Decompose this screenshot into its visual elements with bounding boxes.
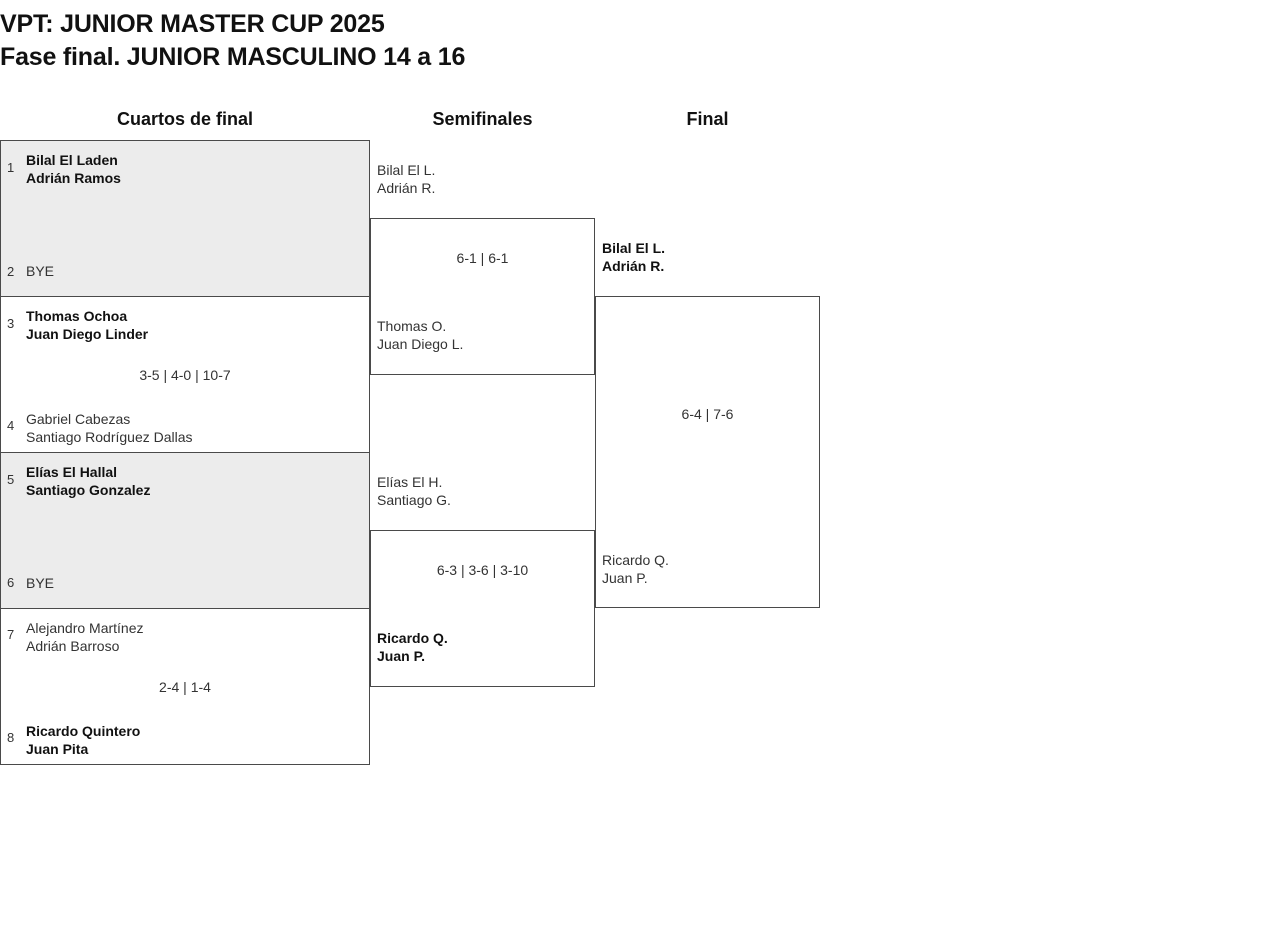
- match-box-qf-3[interactable]: [0, 452, 370, 609]
- match-score-qf-4: 2-4 | 1-4: [159, 679, 211, 695]
- seed-number: 3: [7, 316, 15, 331]
- round-header-final: Final: [686, 109, 729, 129]
- seed-number: 2: [7, 264, 15, 279]
- tournament-title-block: [0, 8, 900, 74]
- player-name: Adrián Ramos: [26, 170, 121, 186]
- seed-number: 4: [7, 418, 15, 433]
- player-name: Adrián R.: [377, 180, 436, 196]
- round-header-quarterfinals: Cuartos de final: [116, 109, 254, 129]
- player-name: Juan Diego Linder: [26, 326, 149, 342]
- match-players-top: [26, 463, 363, 499]
- seed-number: 8: [7, 730, 15, 745]
- tournament-title: VPT: JUNIOR MASTER CUP 2025: [0, 10, 385, 38]
- match-players-top: [26, 151, 363, 187]
- player-name: Ricardo Q.: [377, 630, 448, 646]
- bye-label: BYE: [26, 575, 55, 591]
- tournament-subtitle: Fase final. JUNIOR MASCULINO 14 a 16: [0, 43, 466, 71]
- seed-number: 6: [7, 575, 15, 590]
- player-name: Ricardo Quintero: [26, 723, 141, 739]
- match-players-sf-1-top: [377, 161, 435, 197]
- match-players-sf-2-top: [377, 473, 451, 509]
- player-name: Juan Diego L.: [377, 336, 464, 352]
- match-players-top: [26, 307, 363, 343]
- seed-number: 5: [7, 472, 15, 487]
- round-header-semifinals: Semifinales: [432, 109, 533, 129]
- player-name: Juan Pita: [26, 741, 89, 757]
- player-name: Bilal El L.: [377, 162, 436, 178]
- match-players-sf-1-bottom: [377, 317, 463, 353]
- match-score-final: 6-4 | 7-6: [681, 406, 734, 422]
- match-box-qf-1[interactable]: [0, 140, 370, 297]
- bye-label: BYE: [26, 263, 55, 279]
- player-name: Juan P.: [377, 648, 425, 664]
- player-name: Elías El Hallal: [26, 464, 118, 480]
- match-players-bottom: [26, 410, 363, 446]
- player-name: Ricardo Q.: [602, 552, 669, 568]
- player-name: Thomas O.: [377, 318, 447, 334]
- player-name: Elías El H.: [377, 474, 443, 490]
- player-name: Thomas Ochoa: [26, 308, 128, 324]
- player-name: Santiago G.: [377, 492, 451, 508]
- match-players-final-bottom: [602, 551, 669, 587]
- player-name: Adrián R.: [602, 258, 665, 274]
- player-name: Santiago Gonzalez: [26, 482, 151, 498]
- match-score-sf-2: 6-3 | 3-6 | 3-10: [436, 562, 529, 578]
- player-name: Bilal El L.: [602, 240, 666, 256]
- player-name: Juan P.: [602, 570, 648, 586]
- match-players-top: [26, 619, 363, 655]
- player-name: Adrián Barroso: [26, 638, 120, 654]
- seed-number: 1: [7, 160, 15, 175]
- match-players-bottom: [26, 722, 363, 758]
- player-name: Alejandro Martínez: [26, 620, 144, 636]
- seed-number: 7: [7, 627, 15, 642]
- player-name: Gabriel Cabezas: [26, 411, 131, 427]
- match-score-qf-2: 3-5 | 4-0 | 10-7: [139, 367, 231, 383]
- match-players-final-top: [602, 239, 665, 275]
- player-name: Santiago Rodríguez Dallas: [26, 429, 193, 445]
- match-score-sf-1: 6-1 | 6-1: [456, 250, 509, 266]
- match-players-sf-2-bottom: [377, 629, 448, 665]
- player-name: Bilal El Laden: [26, 152, 118, 168]
